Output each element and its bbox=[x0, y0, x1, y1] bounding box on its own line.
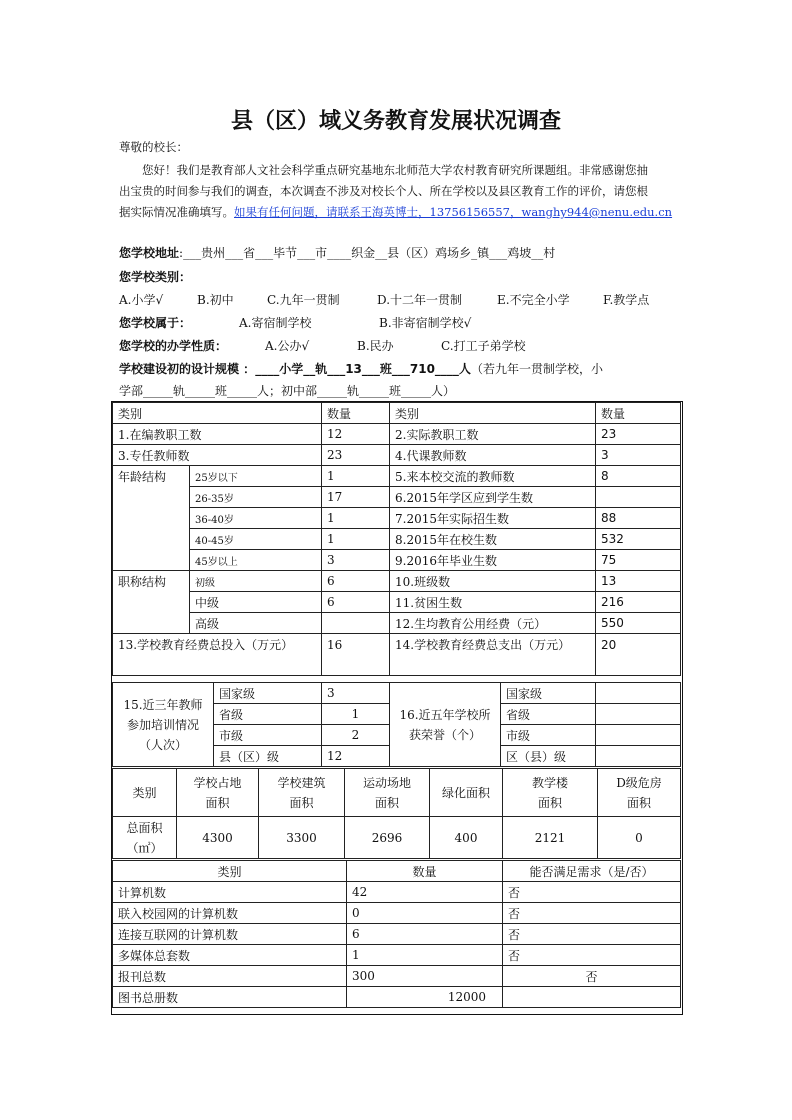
table-row bbox=[113, 987, 681, 1008]
contact-link[interactable]: 如果有任何问题，请联系王海英博士，13756156557，wanghy944@nenu.edu.cn bbox=[234, 205, 673, 219]
cell-label: 45岁以上 bbox=[190, 550, 322, 571]
school-type-label: 您学校类别： bbox=[119, 270, 192, 284]
cell-label: 4.代课教师数 bbox=[390, 445, 596, 466]
table-row bbox=[113, 903, 681, 924]
cell-label: 13.学校教育经费总投入（万元） bbox=[113, 634, 322, 676]
table-row bbox=[113, 550, 681, 571]
address-county[interactable]: 织金 bbox=[351, 246, 376, 260]
honor-label: 16.近五年学校所获荣誉（个） bbox=[390, 683, 501, 767]
blank: __县（区） bbox=[375, 246, 436, 260]
cell-label: 国家级 bbox=[214, 683, 322, 704]
cell-label: 省级 bbox=[501, 704, 596, 725]
cell-value[interactable]: 88 bbox=[596, 508, 681, 529]
training-label: 15.近三年教师参加培训情况（人次） bbox=[113, 683, 214, 767]
cell-value[interactable]: 532 bbox=[596, 529, 681, 550]
cell-label: 高级 bbox=[190, 613, 322, 634]
area-header-land bbox=[177, 769, 259, 817]
school-type-option-b[interactable]: B.初中 bbox=[197, 293, 234, 307]
line: 面积 bbox=[205, 795, 230, 810]
line: 学校占地 bbox=[193, 775, 242, 790]
area-value[interactable]: 2696 bbox=[345, 817, 430, 859]
cell-value[interactable]: 300 bbox=[347, 966, 503, 987]
school-type-option-e[interactable]: E.不完全小学 bbox=[497, 293, 570, 307]
cell-label: 联入校园网的计算机数 bbox=[113, 903, 347, 924]
address-line bbox=[119, 244, 555, 261]
cell-value[interactable]: 1 bbox=[322, 466, 390, 487]
address-sep: : bbox=[179, 246, 184, 260]
table-row bbox=[113, 466, 681, 487]
cell-value[interactable] bbox=[596, 683, 681, 704]
table-row bbox=[113, 613, 681, 634]
cell-label: 36-40岁 bbox=[190, 508, 322, 529]
staff-table bbox=[112, 402, 681, 676]
page-title: 县（区）域义务教育发展状况调查 bbox=[230, 109, 561, 134]
cell-value[interactable] bbox=[596, 746, 681, 767]
cell-value[interactable]: 否 bbox=[503, 882, 681, 903]
cell-value[interactable]: 否 bbox=[503, 966, 681, 987]
line: 运动场地 bbox=[362, 775, 411, 790]
scale-value[interactable]: ____小学__轨___13___班___710____人 bbox=[255, 362, 471, 376]
line: 面积 bbox=[289, 795, 314, 810]
cell-label: 中级 bbox=[190, 592, 322, 613]
line: D级危房 bbox=[616, 775, 662, 790]
area-header-category: 类别 bbox=[113, 769, 177, 817]
blank: ___ bbox=[183, 246, 202, 260]
table-row bbox=[113, 445, 681, 466]
nature-option-c[interactable]: C.打工子弟学校 bbox=[441, 339, 526, 353]
table-row bbox=[113, 508, 681, 529]
cell-label: 7.2015年实际招生数 bbox=[390, 508, 596, 529]
intro-line-3 bbox=[119, 204, 672, 220]
cell-label: 3.专任教师数 bbox=[113, 445, 322, 466]
address-village[interactable]: 鸡坡 bbox=[507, 246, 532, 260]
address-label: 您学校地址 bbox=[119, 246, 180, 260]
boarding-option-b[interactable]: B.非寄宿制学校√ bbox=[379, 316, 472, 330]
cell-label: 14.学校教育经费总支出（万元） bbox=[390, 634, 596, 676]
address-town[interactable]: 鸡场乡 bbox=[435, 246, 472, 260]
cell-label: 市级 bbox=[501, 725, 596, 746]
line: 学校建筑 bbox=[277, 775, 326, 790]
cell-label: 11.贫困生数 bbox=[390, 592, 596, 613]
cell-value[interactable]: 13 bbox=[596, 571, 681, 592]
age-structure-label: 年龄结构 bbox=[113, 466, 190, 571]
equip-header-count: 数量 bbox=[347, 861, 503, 882]
cell-value[interactable]: 0 bbox=[347, 903, 503, 924]
table-row bbox=[113, 592, 681, 613]
cell-value[interactable]: 75 bbox=[596, 550, 681, 571]
area-value[interactable]: 2121 bbox=[503, 817, 598, 859]
header-category-2: 类别 bbox=[390, 403, 596, 424]
cell-value[interactable]: 17 bbox=[322, 487, 390, 508]
cell-value[interactable]: 3 bbox=[322, 550, 390, 571]
cell-value[interactable]: 20 bbox=[596, 634, 681, 676]
cell-label: 6.2015年学区应到学生数 bbox=[390, 487, 596, 508]
nature-option-a[interactable]: A.公办√ bbox=[265, 339, 310, 353]
address-city[interactable]: 毕节 bbox=[273, 246, 298, 260]
cell-value[interactable]: 1 bbox=[322, 704, 390, 725]
nature-label: 您学校的办学性质： bbox=[119, 339, 228, 353]
cell-label: 26-35岁 bbox=[190, 487, 322, 508]
table-row bbox=[113, 966, 681, 987]
cell-value[interactable] bbox=[596, 704, 681, 725]
training-table bbox=[112, 682, 681, 767]
cell-value[interactable] bbox=[503, 987, 681, 1008]
cell-value[interactable]: 23 bbox=[322, 445, 390, 466]
header-category-1: 类别 bbox=[113, 403, 322, 424]
cell-value[interactable]: 2 bbox=[322, 725, 390, 746]
blank: _镇___ bbox=[471, 246, 508, 260]
scale-line bbox=[119, 360, 603, 377]
intro-line-3-prefix: 据实际情况准确填写。 bbox=[119, 205, 234, 219]
boarding-label: 您学校属于： bbox=[119, 316, 192, 330]
cell-value[interactable]: 3 bbox=[596, 445, 681, 466]
equip-header-category: 类别 bbox=[113, 861, 347, 882]
area-header-green: 绿化面积 bbox=[430, 769, 503, 817]
title-structure-label: 职称结构 bbox=[113, 571, 190, 634]
table-row bbox=[113, 487, 681, 508]
area-value[interactable]: 3300 bbox=[259, 817, 345, 859]
area-value-row bbox=[113, 817, 681, 859]
cell-value[interactable] bbox=[322, 613, 390, 634]
school-type-option-f[interactable]: F.教学点 bbox=[603, 293, 650, 307]
cell-value[interactable]: 1 bbox=[347, 945, 503, 966]
area-value[interactable]: 400 bbox=[430, 817, 503, 859]
table-row bbox=[113, 882, 681, 903]
header-count-1: 数量 bbox=[322, 403, 390, 424]
cell-label: 10.班级数 bbox=[390, 571, 596, 592]
cell-value[interactable]: 216 bbox=[596, 592, 681, 613]
table-row bbox=[113, 529, 681, 550]
cell-label: 县（区）级 bbox=[214, 746, 322, 767]
intro-line-2: 出宝贵的时间参与我们的调查，本次调查不涉及对校长个人、所在学校以及县区教育工作的评价，请您根 bbox=[119, 184, 648, 198]
school-type-option-c[interactable]: C.九年一贯制 bbox=[267, 293, 340, 307]
area-value[interactable]: 4300 bbox=[177, 817, 259, 859]
cell-label: 1.在编教职工数 bbox=[113, 424, 322, 445]
cell-label: 市级 bbox=[214, 725, 322, 746]
cell-value[interactable]: 否 bbox=[503, 924, 681, 945]
cell-value[interactable]: 6 bbox=[322, 571, 390, 592]
cell-value[interactable]: 6 bbox=[322, 592, 390, 613]
area-row-label bbox=[113, 817, 177, 859]
area-header-building bbox=[259, 769, 345, 817]
cell-label: 连接互联网的计算机数 bbox=[113, 924, 347, 945]
blank: ___市____ bbox=[297, 246, 352, 260]
cell-value[interactable]: 否 bbox=[503, 903, 681, 924]
cell-label: 国家级 bbox=[501, 683, 596, 704]
cell-label: 2.实际教职工数 bbox=[390, 424, 596, 445]
cell-label: 区（县）级 bbox=[501, 746, 596, 767]
blank: ___省___ bbox=[225, 246, 274, 260]
cell-value[interactable]: 1 bbox=[322, 529, 390, 550]
cell-label: 8.2015年在校生数 bbox=[390, 529, 596, 550]
school-type-option-d[interactable]: D.十二年一贯制 bbox=[377, 293, 463, 307]
address-province[interactable]: 贵州 bbox=[201, 246, 226, 260]
line: 总面积 bbox=[126, 820, 163, 835]
cell-value[interactable]: 6 bbox=[347, 924, 503, 945]
scale-line-2: 学部_____轨_____班_____人；初中部_____轨_____班_____人） bbox=[119, 384, 456, 398]
cell-value[interactable]: 8 bbox=[596, 466, 681, 487]
cell-value[interactable]: 1 bbox=[322, 508, 390, 529]
table-row bbox=[113, 683, 681, 704]
cell-value[interactable]: 550 bbox=[596, 613, 681, 634]
cell-value[interactable]: 12 bbox=[322, 424, 390, 445]
line: 教学楼 bbox=[531, 775, 568, 790]
cell-label: 9.2016年毕业生数 bbox=[390, 550, 596, 571]
header-count-2: 数量 bbox=[596, 403, 681, 424]
cell-value[interactable]: 16 bbox=[322, 634, 390, 676]
table-row bbox=[113, 924, 681, 945]
equip-header-need: 能否满足需求（是/否） bbox=[503, 861, 681, 882]
area-value[interactable]: 0 bbox=[598, 817, 681, 859]
cell-value[interactable]: 否 bbox=[503, 945, 681, 966]
table-row bbox=[113, 571, 681, 592]
cell-label: 图书总册数 bbox=[113, 987, 347, 1008]
nature-line bbox=[119, 337, 526, 354]
scale-note: （若九年一贯制学校，小 bbox=[470, 362, 603, 376]
cell-label: 多媒体总套数 bbox=[113, 945, 347, 966]
cell-label: 25岁以下 bbox=[190, 466, 322, 487]
cell-label: 计算机数 bbox=[113, 882, 347, 903]
blank: __村 bbox=[531, 246, 556, 260]
cell-value[interactable]: 42 bbox=[347, 882, 503, 903]
equip-header-row bbox=[113, 861, 681, 882]
area-header-teaching bbox=[503, 769, 598, 817]
cell-label: 5.来本校交流的教师数 bbox=[390, 466, 596, 487]
cell-value[interactable] bbox=[596, 725, 681, 746]
cell-label: 省级 bbox=[214, 704, 322, 725]
table-row bbox=[113, 424, 681, 445]
table-row bbox=[113, 634, 681, 676]
scale-label: 学校建设初的设计规模 ： bbox=[119, 362, 256, 376]
area-header-sports bbox=[345, 769, 430, 817]
equipment-table bbox=[112, 860, 681, 1008]
nature-option-b[interactable]: B.民办 bbox=[357, 339, 394, 353]
area-header-row bbox=[113, 769, 681, 817]
line: 面积 bbox=[626, 795, 651, 810]
cell-value[interactable]: 12000 bbox=[347, 987, 503, 1008]
cell-value[interactable] bbox=[596, 487, 681, 508]
table-row bbox=[113, 945, 681, 966]
greeting: 尊敬的校长： bbox=[119, 140, 188, 154]
cell-value[interactable]: 12 bbox=[322, 746, 390, 767]
boarding-option-a[interactable]: A.寄宿制学校 bbox=[239, 316, 312, 330]
cell-value[interactable]: 23 bbox=[596, 424, 681, 445]
cell-label: 40-45岁 bbox=[190, 529, 322, 550]
area-header-danger bbox=[598, 769, 681, 817]
cell-label: 报刊总数 bbox=[113, 966, 347, 987]
area-table bbox=[112, 768, 681, 859]
cell-label: 12.生均教育公用经费（元） bbox=[390, 613, 596, 634]
line: （㎡） bbox=[126, 840, 163, 855]
cell-value[interactable]: 3 bbox=[322, 683, 390, 704]
intro-line-1: 您好！我们是教育部人文社会科学重点研究基地东北师范大学农村教育研究所课题组。非常感谢您抽 bbox=[142, 163, 648, 177]
staff-header-row bbox=[113, 403, 681, 424]
line: 面积 bbox=[374, 795, 399, 810]
boarding-line bbox=[119, 314, 472, 331]
line: 面积 bbox=[537, 795, 562, 810]
cell-label: 初级 bbox=[190, 571, 322, 592]
school-type-option-a[interactable]: A.小学√ bbox=[119, 293, 164, 307]
